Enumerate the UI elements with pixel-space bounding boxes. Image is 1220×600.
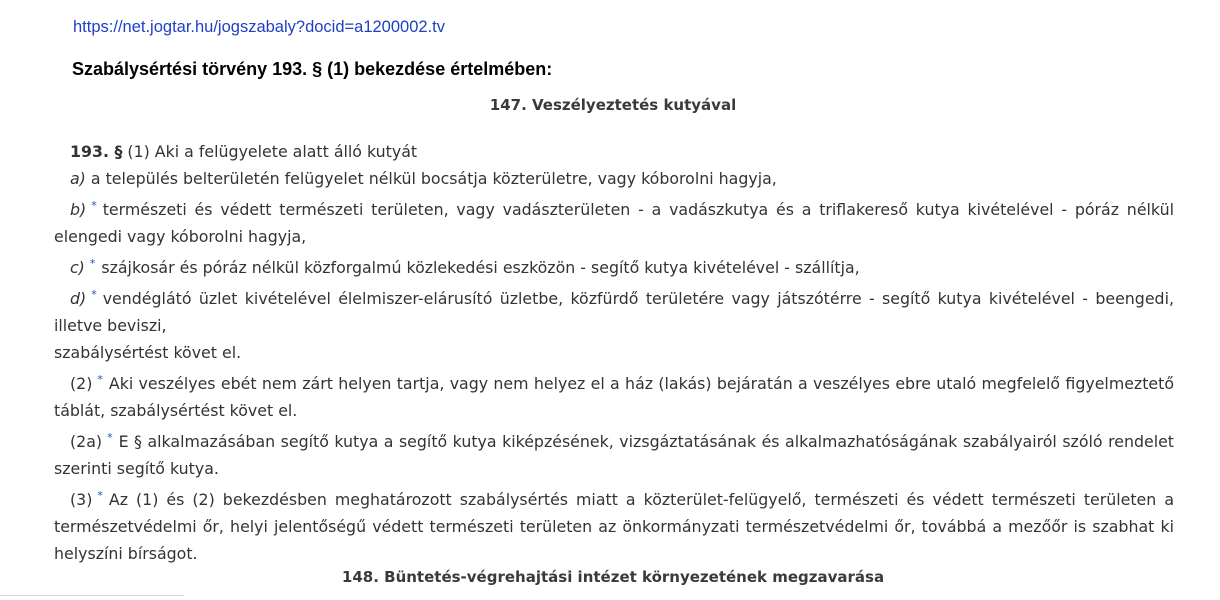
paragraph-3-text: Az (1) és (2) bekezdésben meghatározott szabálysértés miatt a közterület-felügyelő, természeti és védett természeti területen a természetvédelmi őr, helyi jelentőségű védett természeti területen az önkormányzati természetvédelmi őr, továbbá a mezőőr is szabhat ki helyszíni bírságot. <box>54 490 1174 563</box>
source-link[interactable]: https://net.jogtar.hu/jogszabaly?docid=a1200002.tv <box>73 18 445 36</box>
point-a-text: a település belterületén felügyelet nélkül bocsátja közterületre, vagy kóborolni hagyja, <box>90 169 777 188</box>
bottom-divider <box>0 595 184 596</box>
amendment-star-icon[interactable]: * <box>107 431 113 444</box>
point-c-label: c) <box>70 258 85 277</box>
paragraph-2a-label: (2a) <box>70 432 103 451</box>
point-d <box>54 281 1174 339</box>
paragraph-2a <box>54 424 1174 482</box>
amendment-star-icon[interactable]: * <box>97 489 103 502</box>
section-heading-148: 148. Büntetés-végrehajtási intézet környezetének megzavarása <box>341 568 885 586</box>
point-d-label: d) <box>70 289 87 308</box>
law-section-193 <box>54 138 1174 567</box>
paragraph-3-label: (3) <box>70 490 93 509</box>
paragraph-2-label: (2) <box>70 374 93 393</box>
paragraph-2 <box>54 366 1174 424</box>
amendment-star-icon[interactable]: * <box>97 373 103 386</box>
point-b-text: természeti és védett természeti területen, vagy vadászterületen - a vadászkutya és a triflakereső kutya kivételével - póráz nélkül elengedi vagy kóborolni hagyja, <box>54 200 1174 246</box>
point-c-text: szájkosár és póráz nélkül közforgalmú közlekedési eszközön - segítő kutya kivételével - szállítja, <box>101 258 860 277</box>
section-heading-147: 147. Veszélyeztetés kutyával <box>489 96 737 114</box>
paragraph-2-text: Aki veszélyes ebét nem zárt helyen tartja, vagy nem helyez el a ház (lakás) bejáratán a veszélyes ebre utaló megfelelő figyelmeztető táblát, szabálysértést követ el. <box>54 374 1174 420</box>
section-number: 193. § <box>70 142 123 161</box>
point-a <box>54 165 1174 192</box>
point-d-text: vendéglátó üzlet kivételével élelmiszer-elárusító üzletbe, közfürdő területére vagy játszótérre - segítő kutya kivételével - beengedi, illetve beviszi, <box>54 289 1174 335</box>
point-a-label: a) <box>70 169 86 188</box>
paragraph-1-lead-text: (1) Aki a felügyelete alatt álló kutyát <box>127 142 418 161</box>
point-c <box>54 250 1174 281</box>
intro-text: Szabálysértési törvény 193. § (1) bekezdése értelmében: <box>72 59 553 79</box>
point-b <box>54 192 1174 250</box>
paragraph-1-close: szabálysértést követ el. <box>54 343 242 362</box>
point-b-label: b) <box>70 200 87 219</box>
paragraph-3 <box>54 482 1174 567</box>
amendment-star-icon[interactable]: * <box>91 288 97 301</box>
amendment-star-icon[interactable]: * <box>89 257 96 270</box>
paragraph-1-lead <box>54 138 1174 165</box>
amendment-star-icon[interactable]: * <box>91 199 97 212</box>
paragraph-2a-text: E § alkalmazásában segítő kutya a segítő kutya kiképzésének, vizsgáztatásának és alkalmazhatóságának szabályairól szóló rendelet szerinti segítő kutya. <box>54 432 1174 478</box>
